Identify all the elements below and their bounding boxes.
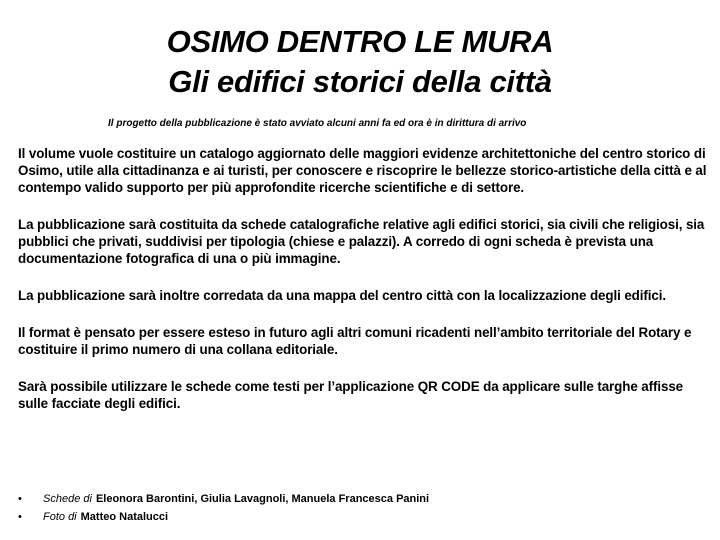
paragraph-5: Sarà possibile utilizzare le schede come testi per l’applicazione QR CODE da applicare sulle targhe affisse sulle facciate degli edifici.: [18, 379, 684, 411]
paragraph-1: Il volume vuole costituire un catalogo aggiornato delle maggiori evidenze architettoniche del centro storico di Osimo, utile alla cittadinanza e ai turisti, per conoscere e riscoprire le bellezze storico-artistiche della città e al contempo valido supporto per più approfondite ricerche scientifiche e di settore.: [18, 146, 707, 195]
credits-list: [18, 490, 429, 526]
credit-role: Schede di: [43, 493, 92, 505]
title-main: OSIMO DENTRO LE MURA: [166, 24, 554, 59]
paragraph-4: Il format è pensato per essere esteso in futuro agli altri comuni ricadenti nell’ambito territoriale del Rotary e costituire il primo numero di una collana editoriale.: [18, 325, 692, 357]
credit-role: Foto di: [43, 511, 77, 523]
paragraph-3: La pubblicazione sarà inoltre corredata da una mappa del centro città con la localizzazione degli edifici.: [18, 288, 666, 303]
credit-names: Matteo Natalucci: [80, 511, 169, 523]
title-block: [0, 22, 720, 102]
subtitle: Il progetto della pubblicazione è stato avviato alcuni anni fa ed ora è in dirittura di arrivo: [108, 118, 527, 129]
body-text: [18, 145, 712, 432]
credit-names: Eleonora Barontini, Giulia Lavagnoli, Manuela Francesca Panini: [95, 493, 430, 505]
bullet-icon: •: [18, 511, 22, 523]
credit-item: [18, 490, 429, 508]
bullet-icon: •: [18, 493, 22, 505]
title-secondary: Gli edifici storici della città: [168, 64, 552, 99]
credit-item: [18, 508, 429, 526]
paragraph-2: La pubblicazione sarà costituita da schede catalografiche relative agli edifici storici, sia civili che religiosi, sia pubblici che privati, suddivisi per tipologia (chiese e palazzi). A corredo di ogni scheda è prevista una documentazione fotografica di una o più immagine.: [18, 217, 705, 266]
